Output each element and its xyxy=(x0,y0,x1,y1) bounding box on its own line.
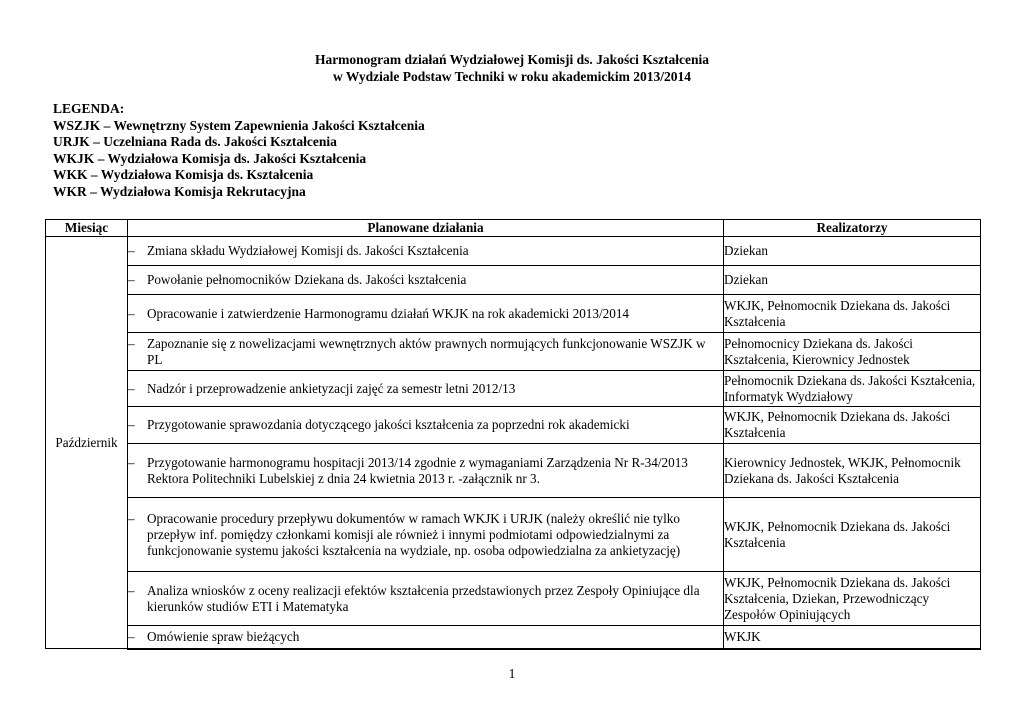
table-row xyxy=(46,572,981,626)
dash-bullet: – xyxy=(128,628,135,644)
action-text: Powołanie pełnomocników Dziekana ds. Jakości kształcenia xyxy=(147,272,467,287)
column-header-executors: Realizatorzy xyxy=(724,220,981,237)
action-text: Opracowanie i zatwierdzenie Harmonogramu działań WKJK na rok akademicki 2013/2014 xyxy=(147,305,630,321)
action-text: Opracowanie procedury przepływu dokumentów w ramach WKJK i URJK (należy określić nie tylko przepływ inf. pomiędzy członkami komisji ale również i innymi podmiotami odpowiedzialnymi za funkcjonowanie systemu jakości kształcenia na wydziale, np. osoba odpowiedzialna za ankietyzację) xyxy=(147,510,681,558)
executors-cell: Dziekan xyxy=(724,266,981,295)
executors-cell: WKJK, Pełnomocnik Dziekana ds. Jakości Kształcenia, Dziekan, Przewodniczący Zespołów Opiniujących xyxy=(724,572,981,626)
table-row xyxy=(46,444,981,498)
action-text: Nadzór i przeprowadzenie ankietyzacji zajęć za semestr letni 2012/13 xyxy=(147,380,516,396)
month-cell: Październik xyxy=(46,237,128,649)
action-text: Przygotowanie sprawozdania dotyczącego jakości kształcenia za poprzedni rok akademicki xyxy=(147,417,630,432)
action-text: Zapoznanie się z nowelizacjami wewnętrznych aktów prawnych normujących funkcjonowanie WSZJK w PL xyxy=(147,335,706,367)
action-cell xyxy=(128,333,724,371)
column-header-actions: Planowane działania xyxy=(128,220,724,237)
legend-item: WKJK – Wydziałowa Komisja ds. Jakości Kształcenia xyxy=(53,150,367,166)
action-cell xyxy=(128,237,724,266)
legend xyxy=(53,101,425,201)
table-row xyxy=(46,498,981,572)
table-row xyxy=(46,626,981,649)
executors-cell: WKJK xyxy=(724,626,981,649)
legend-item: WSZJK – Wewnętrzny System Zapewnienia Jakości Kształcenia xyxy=(53,117,425,133)
document-title-line-2: w Wydziale Podstaw Techniki w roku akademickim 2013/2014 xyxy=(333,69,691,84)
legend-item: URJK – Uczelniana Rada ds. Jakości Kształcenia xyxy=(53,134,337,150)
dash-bullet: – xyxy=(128,380,135,396)
table-row xyxy=(46,371,981,407)
executors-cell: WKJK, Pełnomocnik Dziekana ds. Jakości Kształcenia xyxy=(724,295,981,333)
action-text: Zmiana składu Wydziałowej Komisji ds. Jakości Kształcenia xyxy=(147,243,469,258)
table-header-row xyxy=(46,220,981,237)
table-row xyxy=(46,333,981,371)
dash-bullet: – xyxy=(128,335,135,351)
dash-bullet: – xyxy=(128,305,135,321)
action-cell xyxy=(128,266,724,295)
dash-bullet: – xyxy=(128,243,135,258)
dash-bullet: – xyxy=(128,272,135,287)
action-cell xyxy=(128,444,724,498)
executors-cell: Pełnomocnik Dziekana ds. Jakości Kształcenia, Informatyk Wydziałowy xyxy=(724,371,981,407)
column-header-month: Miesiąc xyxy=(46,220,128,237)
action-text: Omówienie spraw bieżących xyxy=(147,628,300,644)
legend-item: WKR – Wydziałowa Komisja Rekrutacyjna xyxy=(53,183,306,199)
dash-bullet: – xyxy=(128,454,135,470)
dash-bullet: – xyxy=(128,417,135,432)
action-cell xyxy=(128,572,724,626)
executors-cell: Dziekan xyxy=(724,237,981,266)
dash-bullet: – xyxy=(128,510,135,526)
action-cell xyxy=(128,626,724,649)
legend-heading: LEGENDA: xyxy=(53,101,125,116)
table-row xyxy=(46,407,981,444)
dash-bullet: – xyxy=(128,582,135,598)
page-number: 1 xyxy=(508,666,516,681)
executors-cell: WKJK, Pełnomocnik Dziekana ds. Jakości Kształcenia xyxy=(724,498,981,572)
action-cell xyxy=(128,371,724,407)
action-text: Przygotowanie harmonogramu hospitacji 2013/14 zgodnie z wymaganiami Zarządzenia Nr R-34/2013 Rektora Politechniki Lubelskiej z dnia 24 kwietnia 2013 r. -załącznik nr 3. xyxy=(147,454,688,486)
schedule-table xyxy=(45,219,981,650)
executors-cell: Pełnomocnicy Dziekana ds. Jakości Kształcenia, Kierownicy Jednostek xyxy=(724,333,981,371)
table-row xyxy=(46,295,981,333)
executors-cell: WKJK, Pełnomocnik Dziekana ds. Jakości Kształcenia xyxy=(724,407,981,444)
action-cell xyxy=(128,407,724,444)
table-row xyxy=(46,237,981,266)
document-title-line-1: Harmonogram działań Wydziałowej Komisji ds. Jakości Kształcenia xyxy=(314,52,710,67)
executors-cell: Kierownicy Jednostek, WKJK, Pełnomocnik Dziekana ds. Jakości Kształcenia xyxy=(724,444,981,498)
action-cell xyxy=(128,295,724,333)
legend-item: WKK – Wydziałowa Komisja ds. Kształcenia xyxy=(53,167,314,183)
action-text: Analiza wniosków z oceny realizacji efektów kształcenia przedstawionych przez Zespoły Opiniujące dla kierunków studiów ETI i Matematyka xyxy=(147,582,700,614)
action-cell xyxy=(128,498,724,572)
table-row xyxy=(46,266,981,295)
